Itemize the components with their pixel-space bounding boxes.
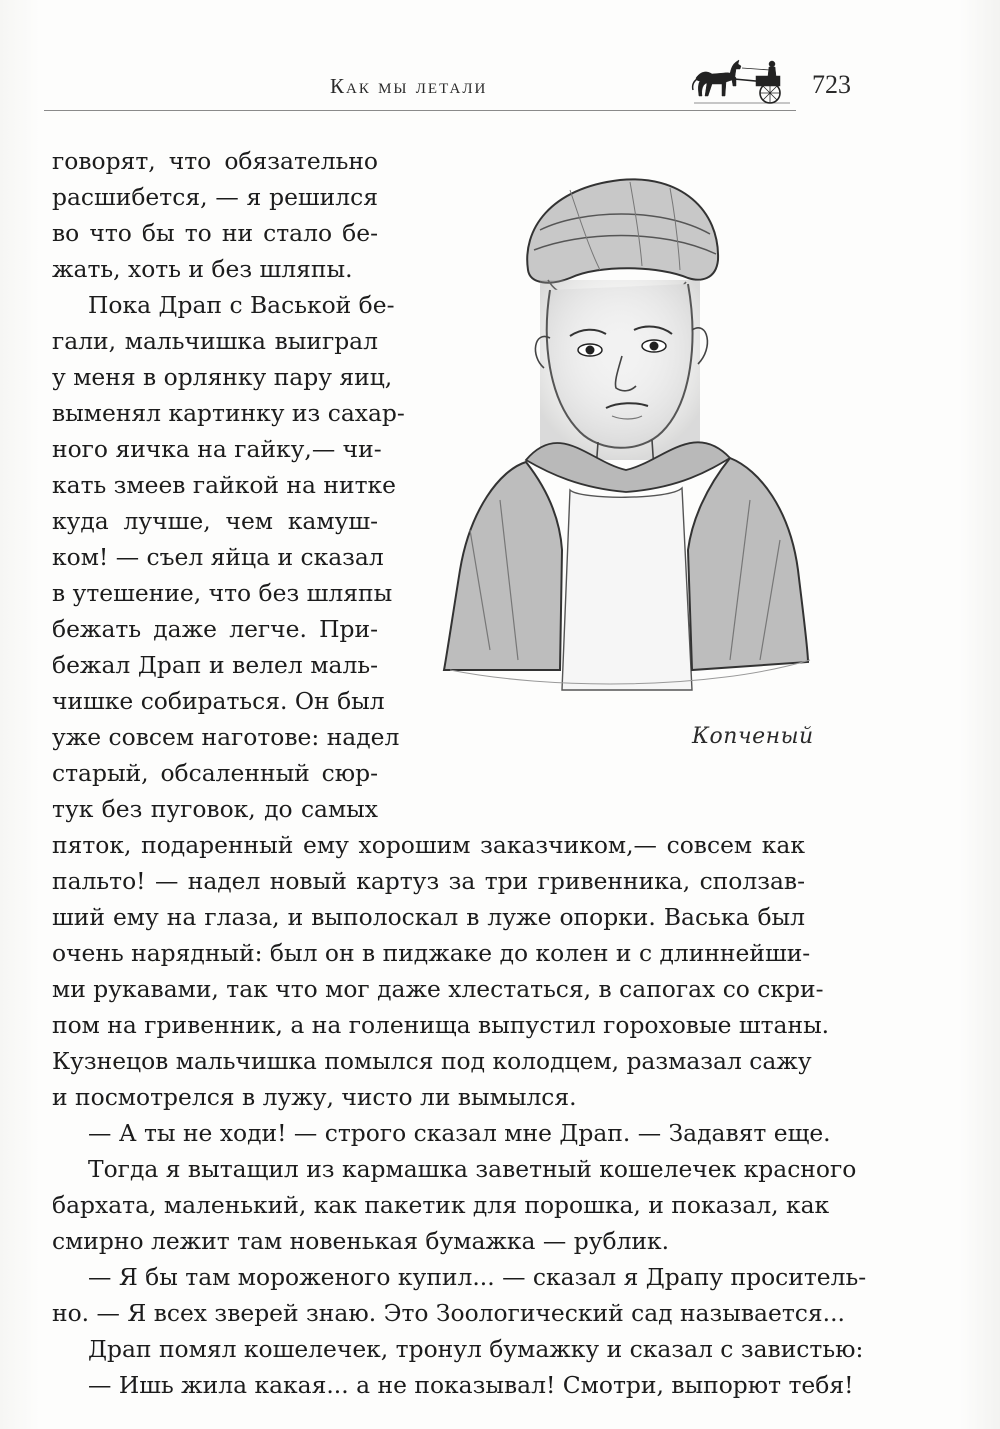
text-line: пяток, подаренный ему хорошим заказчиком,— совсем как — [52, 831, 805, 859]
text-line: очень нарядный: был он в пиджаке до колен и с длиннейши- — [52, 939, 811, 967]
text-line: жать, хоть и без шляпы. — [52, 255, 353, 283]
text-line: расшибется, — я решился — [52, 183, 378, 211]
text-line: говорят, что обязательно — [52, 147, 378, 175]
text-line: пальто! — надел новый картуз за три гривенника, сползав- — [52, 867, 805, 895]
text-line: во что бы то ни стало бе- — [52, 219, 378, 247]
text-line: бежал Драп и велел маль- — [52, 651, 378, 679]
text-line: чишке собираться. Он был — [52, 687, 385, 715]
text-line: ком! — съел яйца и сказал — [52, 543, 384, 571]
text-line: — Я бы там мороженого купил... — сказал я Драпу проситель- — [88, 1263, 867, 1291]
header-rule — [44, 110, 796, 111]
text-line: в утешение, что без шляпы — [52, 579, 393, 607]
text-line: ного яичка на гайку,— чи- — [52, 435, 382, 463]
illustration-caption: Копченый — [692, 724, 814, 749]
horse-cart-icon — [690, 56, 796, 106]
text-line: — Ишь жила какая... а не показывал! Смотри, выпорют тебя! — [88, 1371, 854, 1399]
text-line: но. — Я всех зверей знаю. Это Зоологический сад называется... — [52, 1299, 845, 1327]
text-line: Тогда я вытащил из кармашка заветный кошелечек красного — [88, 1155, 857, 1183]
text-line: пом на гривенник, а на голенища выпустил гороховые штаны. — [52, 1011, 830, 1039]
text-line: бежать даже легче. При- — [52, 615, 378, 643]
running-title: Как мы летали — [330, 74, 488, 98]
text-line: выменял картинку из сахар- — [52, 399, 405, 427]
text-line: у меня в орлянку пару яиц, — [52, 363, 393, 391]
text-line: кать змеев гайкой на нитке — [52, 471, 396, 499]
text-line: смирно лежит там новенькая бумажка — рублик. — [52, 1227, 670, 1255]
text-line: старый, обсаленный сюр- — [52, 759, 378, 787]
text-line: гали, мальчишка выиграл — [52, 327, 378, 355]
text-line: уже совсем наготове: надел — [52, 723, 400, 751]
text-line: Кузнецов мальчишка помылся под колодцем, размазал сажу — [52, 1047, 812, 1075]
text-line: бархата, маленький, как пакетик для порошка, и показал, как — [52, 1191, 830, 1219]
page-number: 723 — [812, 70, 851, 99]
text-line: ми рукавами, так что мог даже хлестаться, в сапогах со скри- — [52, 975, 824, 1003]
text-line: — А ты не ходи! — строго сказал мне Драп. — Задавят еще. — [88, 1119, 831, 1147]
text-line: ший ему на глаза, и выполоскал в луже опорки. Васька был — [52, 903, 805, 931]
text-line: Пока Драп с Васькой бе- — [88, 291, 395, 319]
text-line: тук без пуговок, до самых — [52, 795, 378, 823]
text-line: куда лучше, чем камуш- — [52, 507, 378, 535]
text-line: и посмотрелся в лужу, чисто ли вымылся. — [52, 1083, 577, 1111]
text-line: Драп помял кошелечек, тронул бумажку и сказал с завистью: — [88, 1335, 864, 1363]
boy-portrait-sketch — [430, 170, 820, 700]
